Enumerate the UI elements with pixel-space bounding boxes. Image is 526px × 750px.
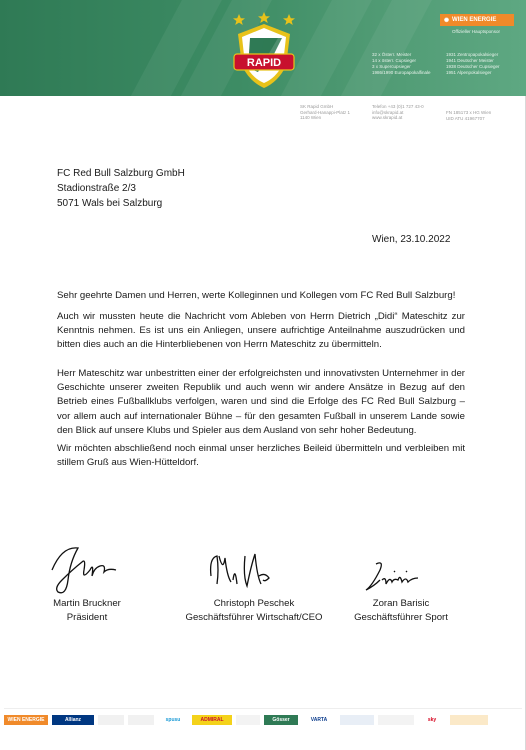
signatory-1 bbox=[52, 597, 122, 625]
contact-line: UID ATU 41967707 bbox=[446, 115, 485, 121]
varta-logo: VARTA bbox=[310, 717, 328, 723]
signatory-role: Geschäftsführer Wirtschaft/CEO bbox=[185, 612, 323, 623]
paragraph-2: Herr Mateschitz war unbestritten einer der erfolgreichsten und innovativsten Unternehmer in der Geschichte unserer zweiten Republik und auch wenn wir andere Ansätze in Bezug auf den Betrieb eines Fußballklubs verfolgen, waren und sind die Erfolge des FC Red Bull Salzburg – vor allem auch auf internationaler Bühne – für den gesamten Fußball in unserem Lande sowie den Blick auf unsere Klubs und Spieler aus dem Ausland von sehr hoher Bedeutung. bbox=[57, 368, 465, 436]
salutation: Sehr geehrte Damen und Herren, werte Kolleginnen und Kollegen vom FC Red Bull Salzburg! bbox=[57, 290, 456, 301]
sponsor-logo-13 bbox=[450, 715, 488, 725]
contact-line: SK Rapid GmbH bbox=[300, 104, 334, 109]
sponsor-badge-label: WIEN ENERGIE bbox=[452, 17, 497, 23]
honour-item: 32 x Österr. Meister bbox=[372, 52, 412, 57]
contact-line: FN 185173 x HG Wien bbox=[446, 110, 492, 115]
sponsor-logo-7 bbox=[236, 715, 260, 725]
sponsor-logo-4 bbox=[128, 715, 154, 725]
contact-line: www.skrapid.at bbox=[372, 115, 403, 121]
sponsor-logo-10 bbox=[340, 715, 374, 725]
contact-line: Gerhard-Hanappi-Platz 1 bbox=[300, 109, 351, 115]
signature-barisic bbox=[362, 556, 426, 596]
footer-divider bbox=[4, 708, 522, 709]
company-address bbox=[300, 104, 350, 121]
honours-right bbox=[446, 52, 500, 76]
company-registration bbox=[446, 110, 491, 121]
sponsor-footer bbox=[4, 712, 522, 728]
recipient-city: 5071 Wals bei Salzburg bbox=[57, 198, 163, 209]
signatory-3 bbox=[340, 597, 462, 625]
honour-item: 14 x österr. Cupsieger bbox=[372, 58, 417, 63]
recipient-address bbox=[57, 166, 185, 211]
honour-item: 3 x Supercupsieger bbox=[372, 64, 411, 69]
letter-date: Wien, 23.10.2022 bbox=[372, 234, 451, 245]
contact-line: 1140 Wien bbox=[300, 115, 322, 121]
contact-line: Telefon +43 (0)1 727 43-0 bbox=[372, 104, 424, 109]
wien-energie-logo: WIEN ENERGIE bbox=[4, 715, 48, 725]
company-contact bbox=[372, 104, 424, 121]
signatory-role: Geschäftsführer Sport bbox=[354, 612, 448, 623]
goesser-logo: Gösser bbox=[264, 715, 298, 725]
recipient-street: Stadionstraße 2/3 bbox=[57, 183, 136, 194]
signatory-name: Martin Bruckner bbox=[53, 598, 121, 609]
wien-energie-badge bbox=[440, 14, 514, 26]
signatory-name: Christoph Peschek bbox=[213, 598, 295, 609]
spusu-logo: spusu bbox=[165, 717, 181, 723]
recipient-name: FC Red Bull Salzburg GmbH bbox=[57, 168, 185, 179]
signatory-2 bbox=[178, 597, 330, 625]
sponsor-subtitle: Offizieller Hauptsponsor bbox=[452, 29, 500, 34]
honour-item: 1941 Deutscher Meister bbox=[446, 58, 494, 63]
sponsor-logo-3 bbox=[98, 715, 124, 725]
contact-line: info@skrapid.at bbox=[372, 109, 404, 115]
sponsor-icon: ✺ bbox=[444, 17, 450, 24]
paragraph-3: Wir möchten abschließend noch einmal unser herzliches Beileid übermitteln und verbleiben mit stillem Gruß aus Wien-Hütteldorf. bbox=[57, 443, 465, 469]
signature-bruckner bbox=[48, 540, 120, 600]
honour-item: 1986/1990 Europapokalfinale bbox=[372, 70, 431, 75]
honour-item: 1938 Deutscher Cupsieger bbox=[446, 64, 500, 69]
signatory-role: Präsident bbox=[66, 612, 108, 623]
sponsor-logo-11 bbox=[378, 715, 414, 725]
signature-peschek bbox=[205, 546, 275, 596]
honours-left bbox=[372, 52, 431, 76]
honour-item: 1931 Zentropapokalsieger bbox=[446, 52, 499, 57]
signatory-name: Zoran Barisic bbox=[372, 598, 430, 609]
allianz-logo: Allianz bbox=[52, 715, 94, 725]
admiral-logo: ADMIRAL bbox=[192, 715, 232, 725]
paragraph-1: Auch wir mussten heute die Nachricht vom Ableben von Herrn Dietrich „Didi“ Mateschitz zur Kenntnis nehmen. Es ist uns ein Anliegen, unsere aufrichtige Anteilnahme auszudrücken und bitten dies auch an die Hinterbliebenen von Herrn Mateschitz zu übermitteln. bbox=[57, 311, 465, 351]
crest-text: RAPID bbox=[246, 57, 282, 69]
rapid-crest-logo bbox=[228, 8, 300, 92]
sky-logo: sky bbox=[427, 717, 437, 723]
letterhead-banner bbox=[0, 0, 526, 96]
honour-item: 1951 Alpenpokalsieger bbox=[446, 70, 492, 75]
